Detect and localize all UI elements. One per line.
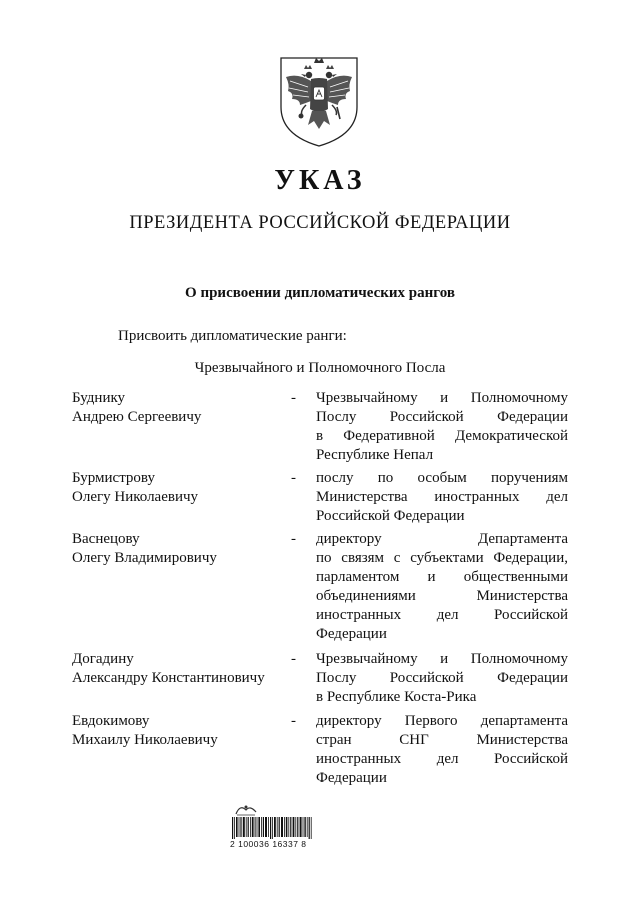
document-subtitle: ПРЕЗИДЕНТА РОССИЙСКОЙ ФЕДЕРАЦИИ bbox=[129, 213, 511, 233]
decree-subject: О присвоении дипломатических рангов bbox=[185, 285, 455, 301]
position-line: по связям с субъектами Федерации, bbox=[316, 550, 568, 566]
appointee-surname: Евдокимову bbox=[72, 713, 150, 729]
appointee-given-name: Олегу Владимировичу bbox=[72, 550, 217, 566]
appointee-surname: Буднику bbox=[72, 390, 126, 406]
position-line: парламентом и общественными bbox=[316, 569, 568, 585]
appointee-given-name: Олегу Николаевичу bbox=[72, 489, 199, 505]
position-line: Федерации bbox=[316, 770, 387, 786]
position-line: Российской Федерации bbox=[316, 508, 465, 524]
appointee-position bbox=[316, 712, 568, 788]
appointee-name bbox=[72, 389, 282, 427]
position-line: Республике Непал bbox=[316, 447, 434, 463]
appointee-position bbox=[316, 650, 568, 707]
appointee-surname: Бурмистрову bbox=[72, 470, 155, 486]
barcode-number: 2 100036 16337 8 bbox=[230, 839, 307, 849]
position-line: Послу Российской Федерации bbox=[316, 409, 568, 425]
position-line: стран СНГ Министерства bbox=[316, 732, 568, 748]
position-line: иностранных дел Российской bbox=[316, 751, 568, 767]
appointee-position bbox=[316, 389, 568, 465]
appointee-name bbox=[72, 712, 282, 750]
appointee-given-name: Михаилу Николаевичу bbox=[72, 732, 218, 748]
separator-dash: - bbox=[291, 713, 296, 729]
position-line: Министерства иностранных дел bbox=[316, 489, 568, 505]
appointee-given-name: Андрею Сергеевичу bbox=[72, 409, 202, 425]
appointee-surname: Васнецову bbox=[72, 531, 140, 547]
document-title: УКАЗ bbox=[274, 165, 366, 196]
position-line: иностранных дел Российской bbox=[316, 607, 568, 623]
separator-dash: - bbox=[291, 470, 296, 486]
position-line: послу по особым поручениям bbox=[316, 470, 568, 486]
printing-house-logo-icon bbox=[234, 802, 258, 816]
position-line: в Республике Коста-Рика bbox=[316, 689, 477, 705]
position-line: директору Департамента bbox=[316, 531, 568, 547]
appointee-name bbox=[72, 650, 282, 688]
separator-dash: - bbox=[291, 531, 296, 547]
position-line: Чрезвычайному и Полномочному bbox=[316, 651, 568, 667]
appointee-name bbox=[72, 530, 282, 568]
position-line: Федерации bbox=[316, 626, 387, 642]
separator-dash: - bbox=[291, 651, 296, 667]
position-line: Чрезвычайному и Полномочному bbox=[316, 390, 568, 406]
position-line: директору Первого департамента bbox=[316, 713, 568, 729]
russian-coat-of-arms-icon bbox=[278, 55, 360, 148]
position-line: Послу Российской Федерации bbox=[316, 670, 568, 686]
appointee-name bbox=[72, 469, 282, 507]
position-line: объединениями Министерства bbox=[316, 588, 568, 604]
appointee-given-name: Александру Константиновичу bbox=[72, 670, 265, 686]
rank-heading: Чрезвычайного и Полномочного Посла bbox=[194, 360, 446, 376]
appointee-surname: Догадину bbox=[72, 651, 134, 667]
separator-dash: - bbox=[291, 390, 296, 406]
decree-intro: Присвоить дипломатические ранги: bbox=[118, 328, 347, 344]
position-line: в Федеративной Демократической bbox=[316, 428, 568, 444]
appointee-position bbox=[316, 530, 568, 644]
appointee-position bbox=[316, 469, 568, 526]
